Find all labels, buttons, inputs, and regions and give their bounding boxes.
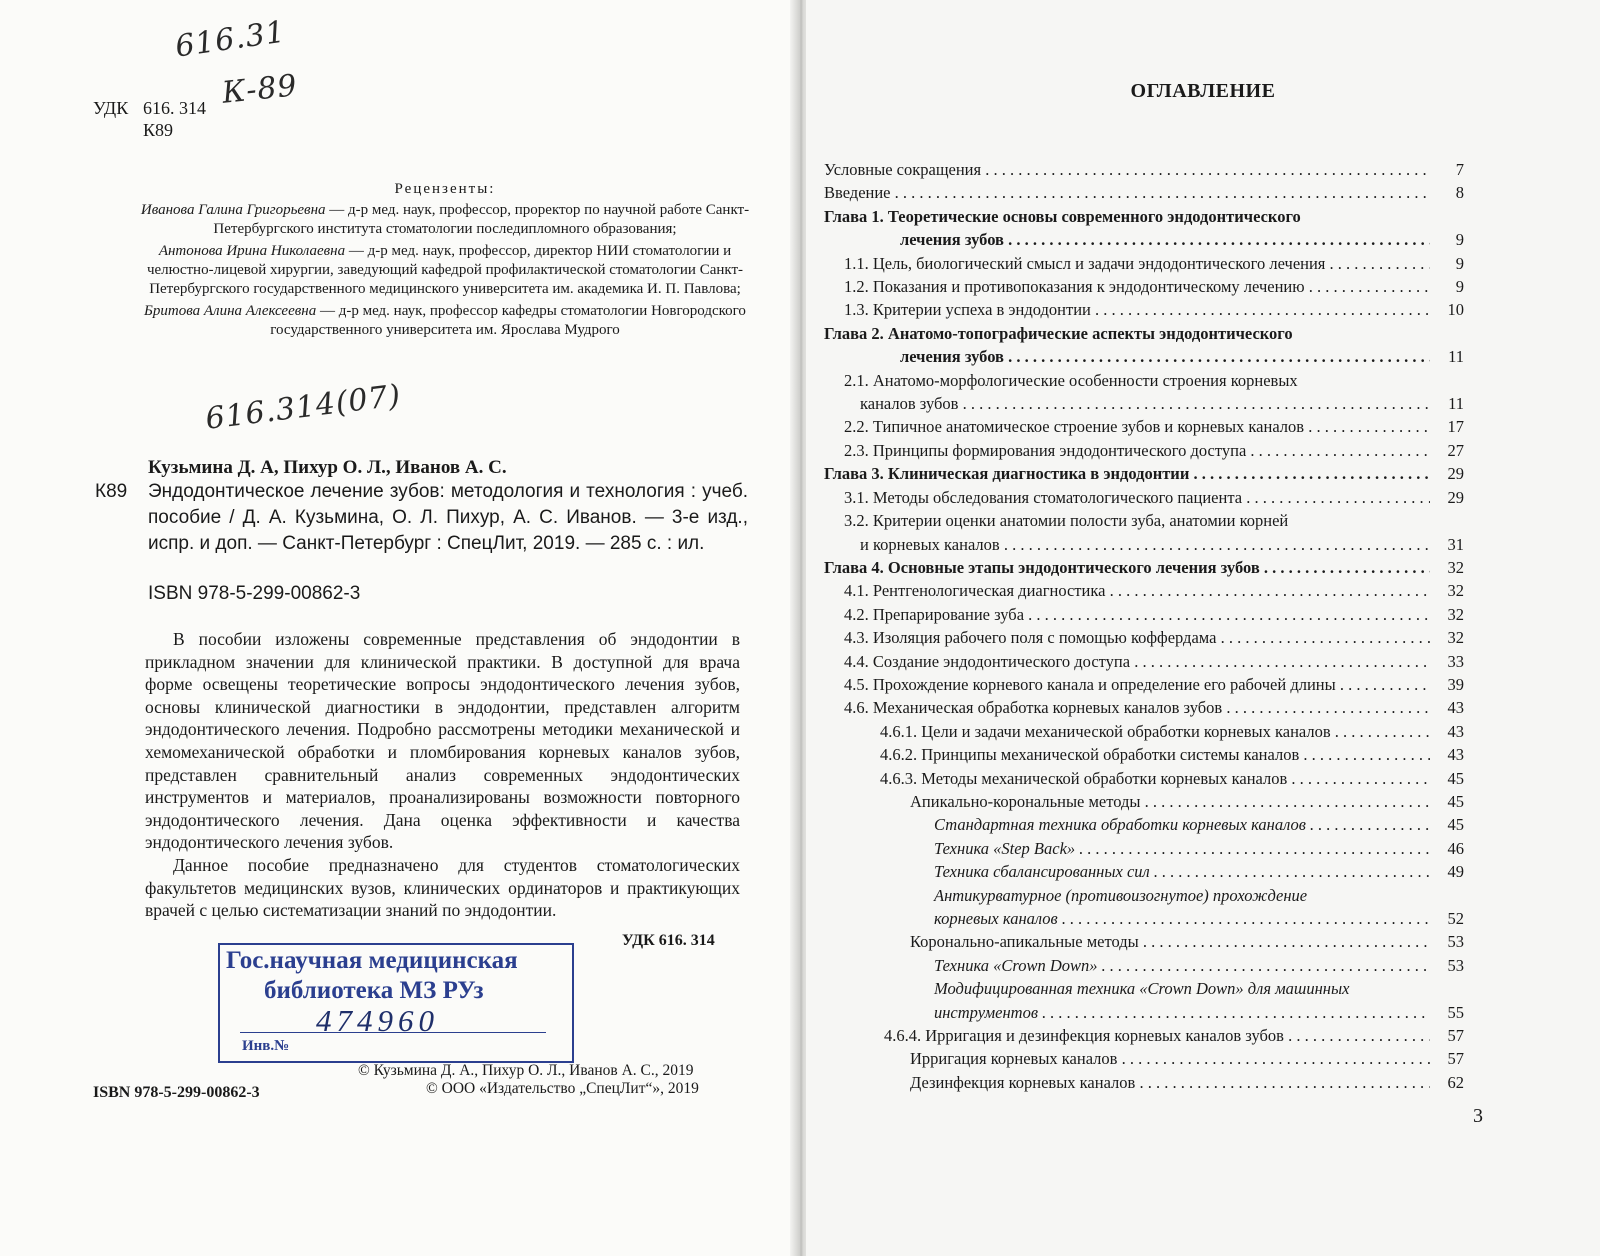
toc-page-number: 49	[1447, 862, 1464, 882]
toc-entry-title: Техника сбалансированных сил . . .	[824, 860, 1430, 883]
toc-entry	[824, 837, 1464, 860]
toc-page-number: 27	[1447, 440, 1464, 460]
toc-entry	[824, 954, 1464, 977]
toc-entry-title: 4.6.1. Цели и задачи механической обработки корневых каналов . . .	[824, 720, 1430, 743]
stamp-line-1: Гос.научная медицинская	[226, 947, 518, 974]
toc-entry	[824, 205, 1464, 252]
copyright-authors: © Кузьмина Д. А., Пихур О. Л., Иванов А. С., 2019	[358, 1062, 694, 1079]
toc-entry	[824, 650, 1464, 673]
toc-entry-title: Условные сокращения . . .	[824, 158, 1430, 181]
toc-entry-line: 2.1. Анатомо-морфологические особенности строения корневых	[844, 370, 1298, 390]
toc-entry-title: 2.2. Типичное анатомическое строение зубов и корневых каналов . . .	[824, 415, 1430, 438]
toc-page-number: 53	[1447, 955, 1464, 975]
bib-authors: Кузьмина Д. А, Пихур О. Л., Иванов А. С.	[148, 457, 507, 478]
toc-entry-title: 4.4. Создание эндодонтического доступа . . .	[824, 650, 1430, 673]
toc-page-number: 46	[1447, 838, 1464, 858]
handwritten-shelfmark: 616.31	[173, 14, 288, 65]
handwritten-cutter: К-89	[220, 68, 300, 111]
toc-entry	[824, 369, 1464, 416]
toc-entry	[824, 1024, 1464, 1047]
reviewer	[130, 201, 760, 239]
toc-entry-title: Стандартная техника обработки корневых каналов . . .	[824, 813, 1430, 836]
toc-entry-title	[824, 509, 1430, 556]
toc-entry	[824, 181, 1464, 204]
reviewer	[130, 242, 760, 299]
toc-entry-title	[824, 205, 1430, 252]
toc-entry-title: 3.1. Методы обследования стоматологического пациента . . .	[824, 486, 1430, 509]
toc-page-number: 29	[1447, 464, 1464, 484]
toc-entry-title: Ирригация корневых каналов . . .	[824, 1047, 1430, 1070]
toc-entry-title: 4.6.2. Принципы механической обработки системы каналов . . .	[824, 743, 1430, 766]
toc-entry-title: Коронально-апикальные методы . . .	[824, 930, 1430, 953]
toc-entry	[824, 673, 1464, 696]
bib-description: Эндодонтическое лечение зубов: методология и технология : учеб. пособие / Д. А. Кузьмина, О. Л. Пихур, А. С. Иванов. — 3-е изд., испр. и доп. — Санкт-Петербург : СпецЛит, 2019. — 285 с. : ил.	[148, 481, 748, 554]
toc-entry	[824, 626, 1464, 649]
udk-bottom: УДК 616. 314	[622, 932, 715, 949]
toc-page-number: 32	[1447, 628, 1464, 648]
toc-page-number: 43	[1447, 745, 1464, 765]
handwritten-udk: 616.314(07)	[203, 378, 404, 437]
udk-label: УДК	[93, 98, 129, 118]
toc-entry	[824, 556, 1464, 579]
toc-entry	[824, 275, 1464, 298]
toc-entry-title: 1.3. Критерии успеха в эндодонтии . . .	[824, 298, 1430, 321]
bib-cutter: К89	[95, 481, 128, 502]
right-page	[806, 0, 1600, 1256]
toc-page-number: 8	[1455, 183, 1464, 203]
toc-entry-continuation: и корневых каналов . . .	[844, 533, 1430, 556]
toc-entry	[824, 696, 1464, 719]
copyright-publisher: © ООО «Издательство „СпецЛит“», 2019	[426, 1080, 699, 1097]
toc-entry	[824, 252, 1464, 275]
toc-entry	[824, 884, 1464, 931]
toc-page-number: 52	[1447, 909, 1464, 928]
reviewer-name: Иванова Галина Григорьевна	[140, 202, 326, 218]
toc-page-number: 9	[1455, 253, 1464, 273]
toc-entry	[824, 322, 1464, 369]
toc-page-number: 43	[1447, 721, 1464, 741]
cutter-code: К89	[143, 120, 174, 140]
toc-page-number: 32	[1447, 557, 1464, 577]
toc-entry	[824, 977, 1464, 1024]
toc-page-number: 32	[1447, 604, 1464, 624]
toc-entry-continuation: лечения зубов . . .	[824, 228, 1430, 251]
toc-page-number: 53	[1447, 932, 1464, 952]
toc-entry-title	[824, 322, 1430, 369]
toc-entry-line: Модифицированная техника «Crown Down» для машинных	[934, 979, 1350, 999]
toc-entry-title	[824, 977, 1430, 1024]
reviewer-info: — д-р мед. наук, профессор, директор НИИ стоматологии и челюстно-лицевой хирургии, заведующий кафедрой профилактической стоматологии Санкт-Петербургского государственного медицинского университета им. академика И. П. Павлова;	[146, 243, 744, 297]
toc-page-number: 45	[1447, 791, 1464, 811]
toc-entry	[824, 158, 1464, 181]
stamp-inv-label: Инв.№	[242, 1038, 290, 1054]
toc-entry-title: 4.1. Рентгенологическая диагностика . . .	[824, 579, 1430, 602]
toc-page-number: 9	[1455, 277, 1464, 297]
toc-entry	[824, 790, 1464, 813]
toc-entry-line: Глава 1. Теоретические основы современного эндодонтического	[824, 206, 1301, 226]
toc-page-number: 62	[1447, 1072, 1464, 1092]
toc-entry-title: 4.5. Прохождение корневого канала и определение его рабочей длины . . .	[824, 673, 1430, 696]
toc-entry-title: 4.2. Препарирование зуба . . .	[824, 603, 1430, 626]
toc-entry	[824, 1047, 1464, 1070]
toc-entry	[824, 860, 1464, 883]
isbn-bottom: ISBN 978-5-299-00862-3	[93, 1084, 260, 1101]
toc-entry-title	[824, 369, 1430, 416]
toc-entry-title: 1.1. Цель, биологический смысл и задачи эндодонтического лечения . . .	[824, 252, 1430, 275]
toc-entry-title: Дезинфекция корневых каналов . . .	[824, 1071, 1430, 1094]
toc-entry-title: Глава 3. Клиническая диагностика в эндодонтии . . .	[824, 462, 1430, 485]
toc-entry-line: 3.2. Критерии оценки анатомии полости зуба, анатомии корней	[844, 511, 1289, 531]
toc-entry	[824, 579, 1464, 602]
toc-entry-continuation: лечения зубов . . .	[824, 345, 1430, 368]
toc-entry	[824, 603, 1464, 626]
toc-page-number: 9	[1455, 230, 1464, 250]
toc-entry	[824, 930, 1464, 953]
toc-page-number: 43	[1447, 698, 1464, 718]
toc-entry-title: 4.6.3. Методы механической обработки корневых каналов . . .	[824, 767, 1430, 790]
annotation	[145, 628, 740, 922]
toc-page-number: 33	[1447, 651, 1464, 671]
toc-title: ОГЛАВЛЕНИЕ	[1130, 80, 1276, 102]
toc-entry-continuation: инструментов . . .	[934, 1001, 1430, 1024]
toc-page-number: 39	[1447, 674, 1464, 694]
toc-entry	[824, 1071, 1464, 1094]
reviewer-info: — д-р мед. наук, профессор, проректор по научной работе Санкт-Петербургского института стоматологии последипломного образования;	[213, 202, 750, 237]
toc-entry-title	[824, 884, 1430, 931]
annotation-paragraph: В пособии изложены современные представления об эндодонтии в прикладном значении для клинической практики. В доступной для врача форме освещены теоретические вопросы эндодонтического лечения зубов, основы клинической диагностики в эндодонтии, представлен алгоритм эндодонтического лечения. Подробно рассмотрены методики механической и хемомеханической обработки и пломбирования корневых каналов зубов, представлен сравнительный анализ современных эндодонтических инструментов и материалов, проанализированы возможности повторного эндодонтического лечения. Дана оценка эффективности и качества эндодонтического лечения зубов.	[145, 629, 740, 853]
reviewer-info: — д-р мед. наук, профессор кафедры стоматологии Новгородского государственного университета им. Ярослава Мудрого	[270, 303, 746, 338]
toc-entry-title: 4.6. Механическая обработка корневых каналов зубов . . .	[824, 696, 1430, 719]
toc-entry-title: Апикально-корональные методы . . .	[824, 790, 1430, 813]
reviewer	[130, 302, 760, 340]
toc-entry	[824, 767, 1464, 790]
library-stamp	[218, 943, 574, 1063]
reviewers-heading: Рецензенты:	[394, 181, 496, 197]
annotation-paragraph: Данное пособие предназначено для студентов стоматологических факультетов медицинских вузов, клинических ординаторов и практикующих врачей с целью систематизации знаний по эндодонтии.	[145, 854, 740, 921]
toc-entry	[824, 415, 1464, 438]
toc-entry-title: 4.3. Изоляция рабочего поля с помощью коффердама . . .	[824, 626, 1430, 649]
toc-page-number: 11	[1448, 394, 1464, 414]
toc-entry	[824, 720, 1464, 743]
toc-page-number: 29	[1447, 487, 1464, 507]
toc-page-number: 17	[1447, 417, 1464, 437]
toc-page-number: 7	[1455, 160, 1464, 179]
toc-entry-line: Антикурватурное (противоизогнутое) прохождение	[934, 885, 1308, 905]
toc-page-number: 10	[1447, 300, 1464, 320]
toc-entry-line: Глава 2. Анатомо-топографические аспекты эндодонтического	[824, 323, 1293, 343]
toc-entry-continuation: корневых каналов . . .	[934, 907, 1430, 930]
reviewer-name: Антонова Ирина Николаевна	[158, 243, 346, 259]
toc-page-number: 32	[1447, 581, 1464, 601]
toc-entry	[824, 462, 1464, 485]
toc-page-number: 11	[1448, 347, 1464, 367]
toc-entry-continuation: каналов зубов . . .	[844, 392, 1430, 415]
toc-page-number: 57	[1447, 1049, 1464, 1069]
toc-page-number: 55	[1447, 1002, 1464, 1022]
toc-entry-title: 4.6.4. Ирригация и дезинфекция корневых каналов зубов . . .	[824, 1024, 1430, 1047]
toc-entry-title: 1.2. Показания и противопоказания к эндодонтическому лечению . . .	[824, 275, 1430, 298]
table-of-contents	[824, 158, 1464, 1094]
toc-entry	[824, 509, 1464, 556]
stamp-underline	[240, 1032, 546, 1033]
toc-entry	[824, 743, 1464, 766]
toc-entry-title: Введение . . .	[824, 181, 1430, 204]
udk-value: 616. 314	[143, 98, 206, 118]
stamp-line-2: библиотека МЗ РУз	[264, 977, 484, 1004]
bib-isbn: ISBN 978-5-299-00862-3	[148, 583, 361, 604]
stamp-inventory-number: 474960	[316, 1003, 439, 1038]
toc-entry-title: 2.3. Принципы формирования эндодонтического доступа . . .	[824, 439, 1430, 462]
reviewer-name: Бритова Алина Алексеевна	[144, 303, 317, 319]
toc-entry	[824, 486, 1464, 509]
toc-entry	[824, 439, 1464, 462]
toc-entry	[824, 298, 1464, 321]
toc-page-number: 31	[1447, 534, 1464, 554]
toc-page-number: 45	[1447, 815, 1464, 835]
toc-entry-title: Глава 4. Основные этапы эндодонтического лечения зубов . . .	[824, 556, 1430, 579]
reviewers-block	[130, 180, 760, 343]
toc-entry-title: Техника «Step Back» . . .	[824, 837, 1430, 860]
toc-entry-title: Техника «Crown Down» . . .	[824, 954, 1430, 977]
toc-page-number: 45	[1447, 768, 1464, 788]
page-number: 3	[1473, 1105, 1483, 1127]
toc-page-number: 57	[1447, 1026, 1464, 1046]
left-page	[0, 0, 798, 1256]
toc-entry	[824, 813, 1464, 836]
